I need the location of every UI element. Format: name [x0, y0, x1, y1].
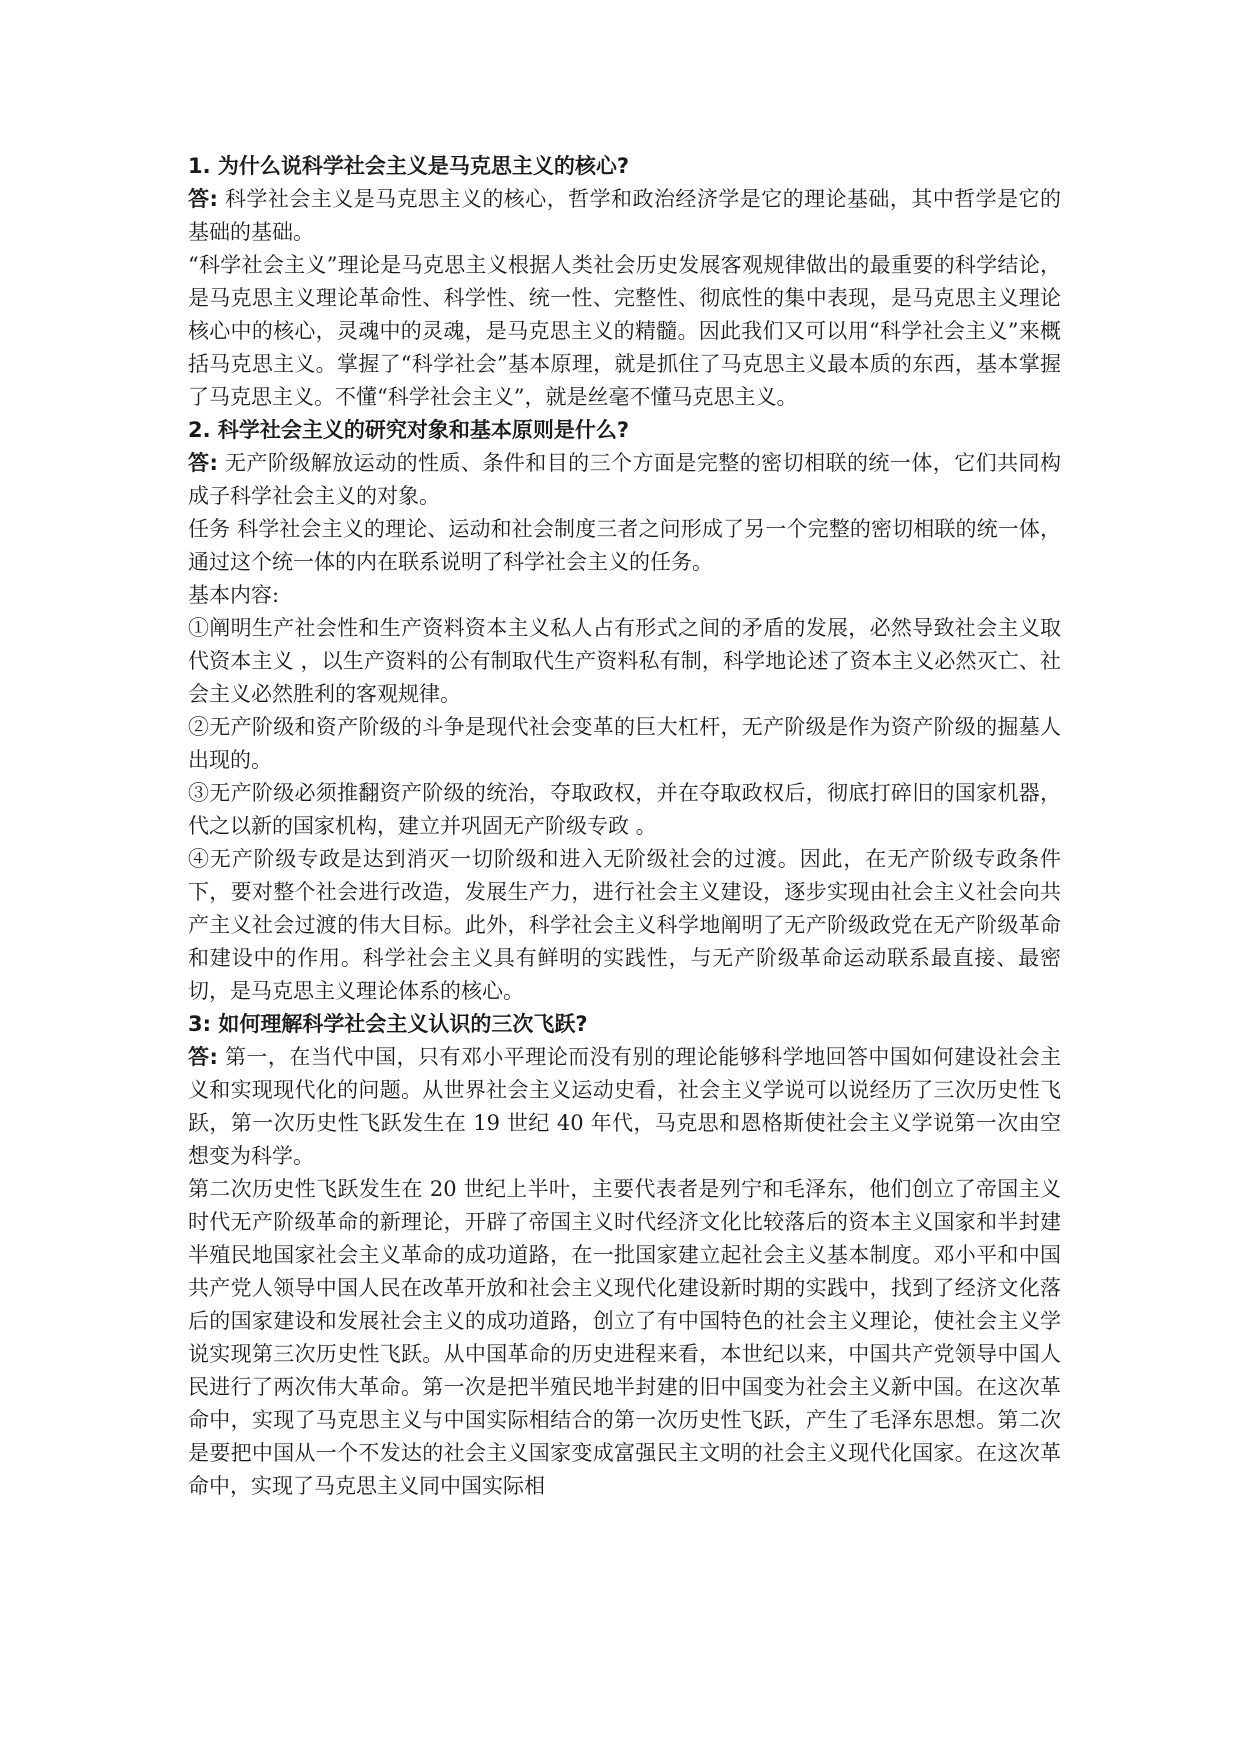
question-2-title: 2. 科学社会主义的研究对象和基本原则是什么?: [188, 418, 630, 442]
answer-text: 无产阶级解放运动的性质、条件和目的三个方面是完整的密切相联的统一体，它们共同构成子科学社会主义的对象。: [188, 451, 1062, 508]
question-3-answer: [188, 1041, 1061, 1173]
question-3-title: 3: 如何理解科学社会主义认识的三次飞跃?: [188, 1012, 588, 1036]
document-page: [188, 150, 1061, 1503]
question-1-answer: [188, 183, 1061, 249]
question-2-basic-label: 基本内容:: [188, 583, 280, 607]
question-2-item-4: ④无产阶级专政是达到消灭一切阶级和进入无阶级社会的过渡。因此，在无产阶级专政条件下，要对整个社会进行改造，发展生产力，进行社会主义建设，逐步实现由社会主义社会向共产主义社会过渡的伟大目标。此外，科学社会主义科学地阐明了无产阶级政党在无产阶级革命和建设中的作用。科学社会主义具有鲜明的实践性，与无产阶级革命运动联系最直接、最密切，是马克思主义理论体系的核心。: [188, 847, 1061, 1003]
question-1-paragraph: “科学社会主义”理论是马克思主义根据人类社会历史发展客观规律做出的最重要的科学结论，是马克思主义理论革命性、科学性、统一性、完整性、彻底性的集中表现，是马克思主义理论核心中的核心，灵魂中的灵魂，是马克思主义的精髓。因此我们又可以用“科学社会主义”来概括马克思主义。掌握了“科学社会”基本原理，就是抓住了马克思主义最本质的东西，基本掌握了马克思主义。不懂“科学社会主义”，就是丝毫不懂马克思主义。: [188, 253, 1061, 409]
answer-text: 科学社会主义是马克思主义的核心，哲学和政治经济学是它的理论基础，其中哲学是它的基础的基础。: [188, 187, 1062, 244]
question-3-paragraph: 第二次历史性飞跃发生在 20 世纪上半叶，主要代表者是列宁和毛泽东，他们创立了帝国主义时代无产阶级革命的新理论，开辟了帝国主义时代经济文化比较落后的资本主义国家和半封建半殖民地国家社会主义革命的成功道路，在一批国家建立起社会主义基本制度。邓小平和中国共产党人领导中国人民在改革开放和社会主义现代化建设新时期的实践中，找到了经济文化落后的国家建设和发展社会主义的成功道路，创立了有中国特色的社会主义理论，使社会主义学说实现第三次历史性飞跃。从中国革命的历史进程来看，本世纪以来，中国共产党领导中国人民进行了两次伟大革命。第一次是把半殖民地半封建的旧中国变为社会主义新中国。在这次革命中，实现了马克思主义与中国实际相结合的第一次历史性飞跃，产生了毛泽东思想。第二次是要把中国从一个不发达的社会主义国家变成富强民主文明的社会主义现代化国家。在这次革命中，实现了马克思主义同中国实际相: [188, 1177, 1061, 1498]
answer-text: 第一，在当代中国，只有邓小平理论而没有别的理论能够科学地回答中国如何建设社会主义和实现现代化的问题。从世界社会主义运动史看，社会主义学说可以说经历了三次历史性飞跃，第一次历史性飞跃发生在 19 世纪 40 年代，马克思和恩格斯使社会主义学说第一次由空想变为科学。: [188, 1045, 1062, 1168]
answer-label: 答:: [188, 451, 218, 475]
question-2-item-2: ②无产阶级和资产阶级的斗争是现代社会变革的巨大杠杆，无产阶级是作为资产阶级的掘墓人出现的。: [188, 715, 1061, 772]
question-2-answer: [188, 447, 1061, 513]
answer-label: 答:: [188, 1045, 218, 1069]
answer-label: 答:: [188, 187, 218, 211]
question-2-item-1: ①阐明生产社会性和生产资料资本主义私人占有形式之间的矛盾的发展，必然导致社会主义取代资本主义 ，以生产资料的公有制取代生产资料私有制，科学地论述了资本主义必然灭亡、社会主义必然胜利的客观规律。: [188, 616, 1061, 706]
question-1-title: 1. 为什么说科学社会主义是马克思主义的核心?: [188, 154, 630, 178]
question-2-task: 任务 科学社会主义的理论、运动和社会制度三者之问形成了另一个完整的密切相联的统一体，通过这个统一体的内在联系说明了科学社会主义的任务。: [188, 517, 1061, 574]
question-2-item-3: ③无产阶级必须推翻资产阶级的统治，夺取政权，并在夺取政权后，彻底打碎旧的国家机器，代之以新的国家机构，建立并巩固无产阶级专政 。: [188, 781, 1061, 838]
